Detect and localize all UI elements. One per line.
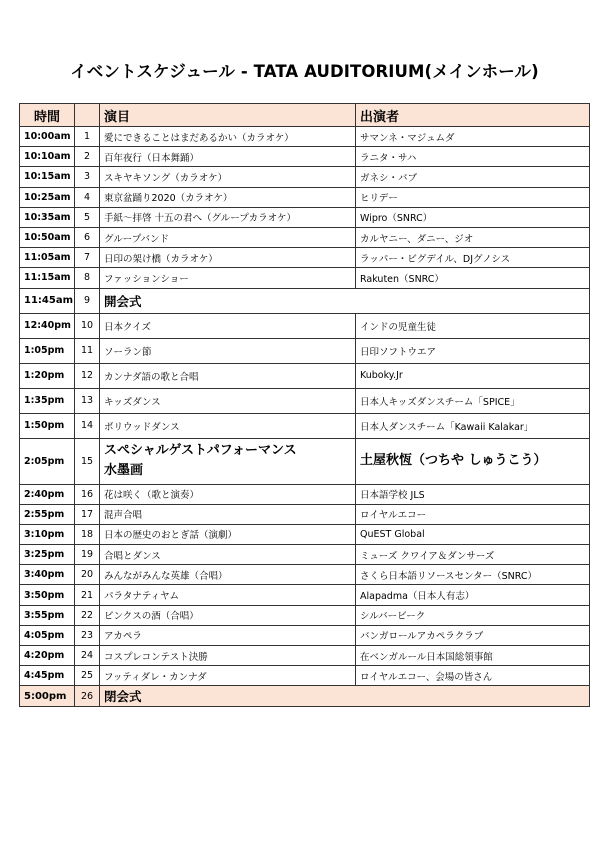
program-cell: みんながみんな英雄（合唱） [100, 565, 356, 585]
table-row [20, 187, 590, 207]
performer-cell: ロイヤルエコー、会場の皆さん [356, 666, 590, 686]
time-cell: 10:15am [20, 167, 75, 187]
performer-cell: シルバービーク [356, 605, 590, 625]
number-cell: 11 [75, 338, 100, 363]
time-cell: 11:15am [20, 268, 75, 288]
program-cell: 日本の歴史のおとぎ話（演劇） [100, 524, 356, 544]
table-row [20, 388, 590, 413]
performer-cell: ヒリデー [356, 187, 590, 207]
number-cell: 5 [75, 207, 100, 227]
number-cell: 4 [75, 187, 100, 207]
program-cell: ビンクスの酒（合唱） [100, 605, 356, 625]
program-cell: コスプレコンテスト決勝 [100, 646, 356, 666]
table-row [20, 413, 590, 438]
performer-cell: カルヤニー、ダニー、ジオ [356, 227, 590, 247]
performer-cell: 日印ソフトウエア [356, 338, 590, 363]
table-row [20, 625, 590, 645]
schedule-table [19, 103, 590, 707]
program-line: スペシャルゲストパフォーマンス [104, 443, 297, 458]
header-performer: 出演者 [356, 104, 590, 127]
number-cell: 23 [75, 625, 100, 645]
performer-cell: 日本人キッズダンスチーム「SPICE」 [356, 388, 590, 413]
performer-cell: Kuboky.Jr [356, 363, 590, 388]
table-row [20, 227, 590, 247]
performer-cell: ガネシ・バブ [356, 167, 590, 187]
number-cell: 14 [75, 413, 100, 438]
table-row [20, 686, 590, 707]
number-cell: 13 [75, 388, 100, 413]
number-cell: 1 [75, 127, 100, 147]
time-cell: 2:55pm [20, 504, 75, 524]
program-cell: 百年夜行（日本舞踊） [100, 147, 356, 167]
program-cell: フッティダレ・カンナダ [100, 666, 356, 686]
time-cell: 1:35pm [20, 388, 75, 413]
program-cell: カンナダ語の歌と合唱 [100, 363, 356, 388]
time-cell: 2:05pm [20, 438, 75, 484]
time-cell: 3:40pm [20, 565, 75, 585]
program-cell: ファッションショー [100, 268, 356, 288]
performer-cell: Alapadma（日本人有志） [356, 585, 590, 605]
program-cell: 日本クイズ [100, 313, 356, 338]
header-time: 時間 [20, 104, 75, 127]
time-cell: 3:25pm [20, 545, 75, 565]
program-cell: 東京盆踊り2020（カラオケ） [100, 187, 356, 207]
table-row [20, 338, 590, 363]
number-cell: 6 [75, 227, 100, 247]
number-cell: 7 [75, 248, 100, 268]
performer-cell: 土屋秋恆（つちや しゅうこう） [356, 438, 590, 484]
program-cell: 日印の架け橋（カラオケ） [100, 248, 356, 268]
number-cell: 15 [75, 438, 100, 484]
time-cell: 1:05pm [20, 338, 75, 363]
time-cell: 3:55pm [20, 605, 75, 625]
program-cell: 開会式 [100, 288, 590, 313]
number-cell: 17 [75, 504, 100, 524]
table-row [20, 666, 590, 686]
time-cell: 10:35am [20, 207, 75, 227]
table-row [20, 313, 590, 338]
number-cell: 2 [75, 147, 100, 167]
time-cell: 11:45am [20, 288, 75, 313]
performer-cell: QuEST Global [356, 524, 590, 544]
table-row [20, 127, 590, 147]
program-cell: パラタナティヤム [100, 585, 356, 605]
table-row [20, 207, 590, 227]
performer-cell: Rakuten（SNRC） [356, 268, 590, 288]
performer-cell: ロイヤルエコー [356, 504, 590, 524]
program-subline: 水墨画 [104, 463, 144, 478]
time-cell: 10:25am [20, 187, 75, 207]
number-cell: 22 [75, 605, 100, 625]
table-row [20, 484, 590, 504]
performer-cell: 在ベンガルール日本国総領事館 [356, 646, 590, 666]
time-cell: 12:40pm [20, 313, 75, 338]
program-cell: 愛にできることはまだあるかい（カラオケ） [100, 127, 356, 147]
table-row [20, 268, 590, 288]
performer-cell: ラニタ・サハ [356, 147, 590, 167]
performer-cell: 日本人ダンスチーム「Kawaii Kalakar」 [356, 413, 590, 438]
table-row [20, 167, 590, 187]
performer-cell: さくら日本語リソースセンター（SNRC） [356, 565, 590, 585]
number-cell: 20 [75, 565, 100, 585]
number-cell: 12 [75, 363, 100, 388]
schedule-body [20, 127, 590, 707]
number-cell: 18 [75, 524, 100, 544]
number-cell: 26 [75, 686, 100, 707]
time-cell: 2:40pm [20, 484, 75, 504]
table-row [20, 585, 590, 605]
number-cell: 24 [75, 646, 100, 666]
time-cell: 10:00am [20, 127, 75, 147]
page-title: イベントスケジュール - TATA AUDITORIUM(メインホール) [70, 62, 539, 81]
time-cell: 4:20pm [20, 646, 75, 666]
performer-cell: ラッパー・ビグデイル、DJグノシス [356, 248, 590, 268]
time-cell: 3:50pm [20, 585, 75, 605]
time-cell: 5:00pm [20, 686, 75, 707]
performer-cell: インドの児童生徒 [356, 313, 590, 338]
program-cell: アカペラ [100, 625, 356, 645]
performer-cell: Wipro（SNRC） [356, 207, 590, 227]
program-cell: キッズダンス [100, 388, 356, 413]
program-cell: 閉会式 [100, 686, 590, 707]
number-cell: 21 [75, 585, 100, 605]
time-cell: 10:50am [20, 227, 75, 247]
program-cell: 花は咲く（歌と演奏） [100, 484, 356, 504]
time-cell: 3:10pm [20, 524, 75, 544]
performer-cell: ミューズ クワイア＆ダンサーズ [356, 545, 590, 565]
header-program: 演目 [100, 104, 356, 127]
table-row [20, 288, 590, 313]
table-row [20, 504, 590, 524]
table-row [20, 438, 590, 484]
program-cell: ソーラン節 [100, 338, 356, 363]
time-cell: 10:10am [20, 147, 75, 167]
time-cell: 1:50pm [20, 413, 75, 438]
program-cell: 手紙～拝啓 十五の君へ（グループカラオケ） [100, 207, 356, 227]
table-row [20, 147, 590, 167]
program-cell: グループバンド [100, 227, 356, 247]
program-cell [100, 438, 356, 484]
table-row [20, 545, 590, 565]
table-row [20, 605, 590, 625]
number-cell: 25 [75, 666, 100, 686]
performer-cell: バンガロールアカペラクラブ [356, 625, 590, 645]
table-row [20, 524, 590, 544]
program-cell: ボリウッドダンス [100, 413, 356, 438]
number-cell: 16 [75, 484, 100, 504]
table-row [20, 565, 590, 585]
number-cell: 10 [75, 313, 100, 338]
number-cell: 19 [75, 545, 100, 565]
table-row [20, 248, 590, 268]
time-cell: 4:45pm [20, 666, 75, 686]
program-cell: スキヤキソング（カラオケ） [100, 167, 356, 187]
performer-cell: サマンネ・マジュムダ [356, 127, 590, 147]
header-row [20, 104, 590, 127]
performer-cell: 日本語学校 JLS [356, 484, 590, 504]
table-row [20, 363, 590, 388]
header-num [75, 104, 100, 127]
time-cell: 4:05pm [20, 625, 75, 645]
number-cell: 3 [75, 167, 100, 187]
number-cell: 9 [75, 288, 100, 313]
time-cell: 11:05am [20, 248, 75, 268]
time-cell: 1:20pm [20, 363, 75, 388]
program-cell: 混声合唱 [100, 504, 356, 524]
program-cell: 合唱とダンス [100, 545, 356, 565]
number-cell: 8 [75, 268, 100, 288]
table-row [20, 646, 590, 666]
